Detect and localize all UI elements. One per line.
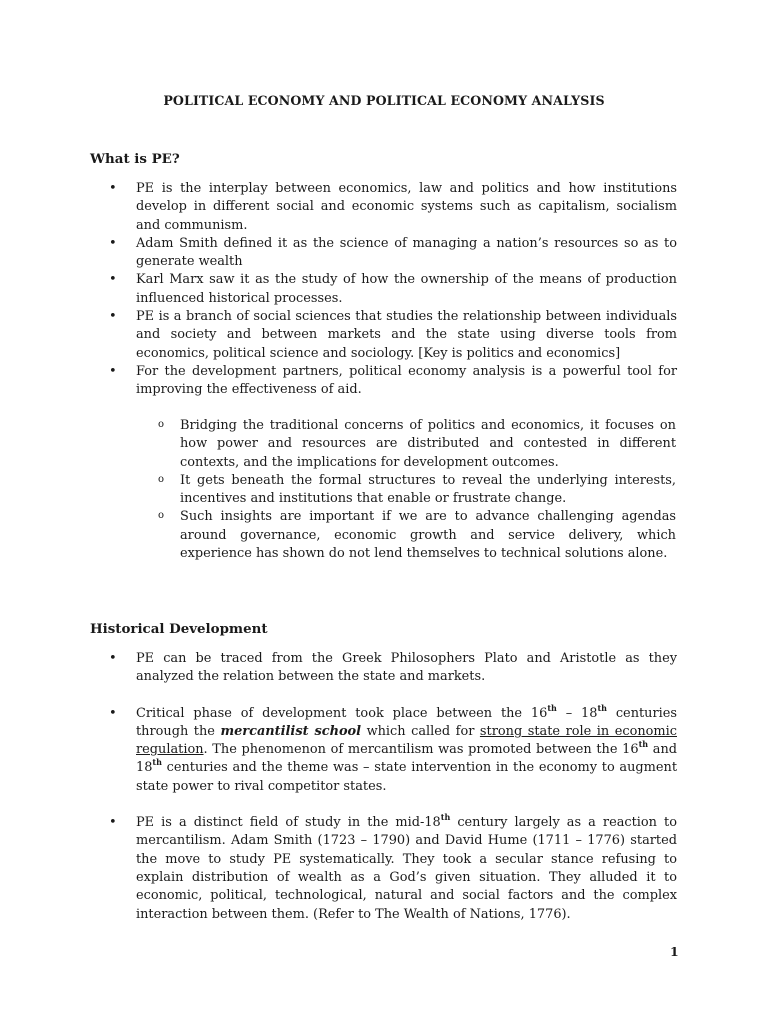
- list-item: • PE is the interplay between economics, law and politics and how institutions develop in different social and economic systems such as capitalism, socialism and communism.: [136, 180, 677, 235]
- document-title: POLITICAL ECONOMY AND POLITICAL ECONOMY ANALYSIS: [163, 93, 605, 108]
- pea-sub-bullet-list: [180, 417, 676, 563]
- emphasis-mercantilist-school: mercantilist school: [220, 723, 362, 739]
- sub-list-item: o It gets beneath the formal structures to reveal the underlying interests, incentives and institutions that enable or frustrate change.: [180, 472, 676, 509]
- section-heading-historical-development: Historical Development: [90, 621, 268, 637]
- list-item: • Critical phase of development took place between the 16th – 18th centuries through the mercantilist school which called for strong state role in economic regulation. The phenomenon of mercantilism was promoted between the 16th and 18th centuries and the theme was – state intervention in the economy to augment state power to rival competitor states.: [136, 705, 677, 796]
- page-number: 1: [670, 944, 679, 959]
- sub-list-item: o Bridging the traditional concerns of politics and economics, it focuses on how power and resources are distributed and contested in different contexts, and the implications for development outcomes.: [180, 417, 676, 472]
- list-item: • For the development partners, political economy analysis is a powerful tool for improving the effectiveness of aid.: [136, 363, 677, 400]
- list-item: • Karl Marx saw it as the study of how the ownership of the means of production influenced historical processes.: [136, 271, 677, 308]
- sub-list-item: o Such insights are important if we are to advance challenging agendas around governance, economic growth and service delivery, which experience has shown do not lend themselves to technical solutions alone.: [180, 508, 676, 563]
- list-item: • PE is a branch of social sciences that studies the relationship between individuals and society and between markets and the state using diverse tools from economics, political science and sociology. [Key is politics and economics]: [136, 308, 677, 363]
- list-item: • PE can be traced from the Greek Philosophers Plato and Aristotle as they analyzed the relation between the state and markets.: [136, 650, 677, 687]
- list-item: • PE is a distinct field of study in the mid-18th century largely as a reaction to mercantilism. Adam Smith (1723 – 1790) and David Hume (1711 – 1776) started the move to study PE systematically. They took a secular stance refusing to explain distribution of wealth as a God’s given situation. They alluded it to economic, political, technological, natural and social factors and the complex interaction between them. (Refer to The Wealth of Nations, 1776).: [136, 814, 677, 924]
- section-heading-what-is-pe: What is PE?: [90, 151, 180, 167]
- what-is-pe-bullet-list: [136, 180, 677, 400]
- list-item: • Adam Smith defined it as the science of managing a nation’s resources so as to generate wealth: [136, 235, 677, 272]
- underlined-phrase: strong state role in economic regulation: [136, 723, 677, 758]
- historical-bullet-list: [136, 650, 677, 924]
